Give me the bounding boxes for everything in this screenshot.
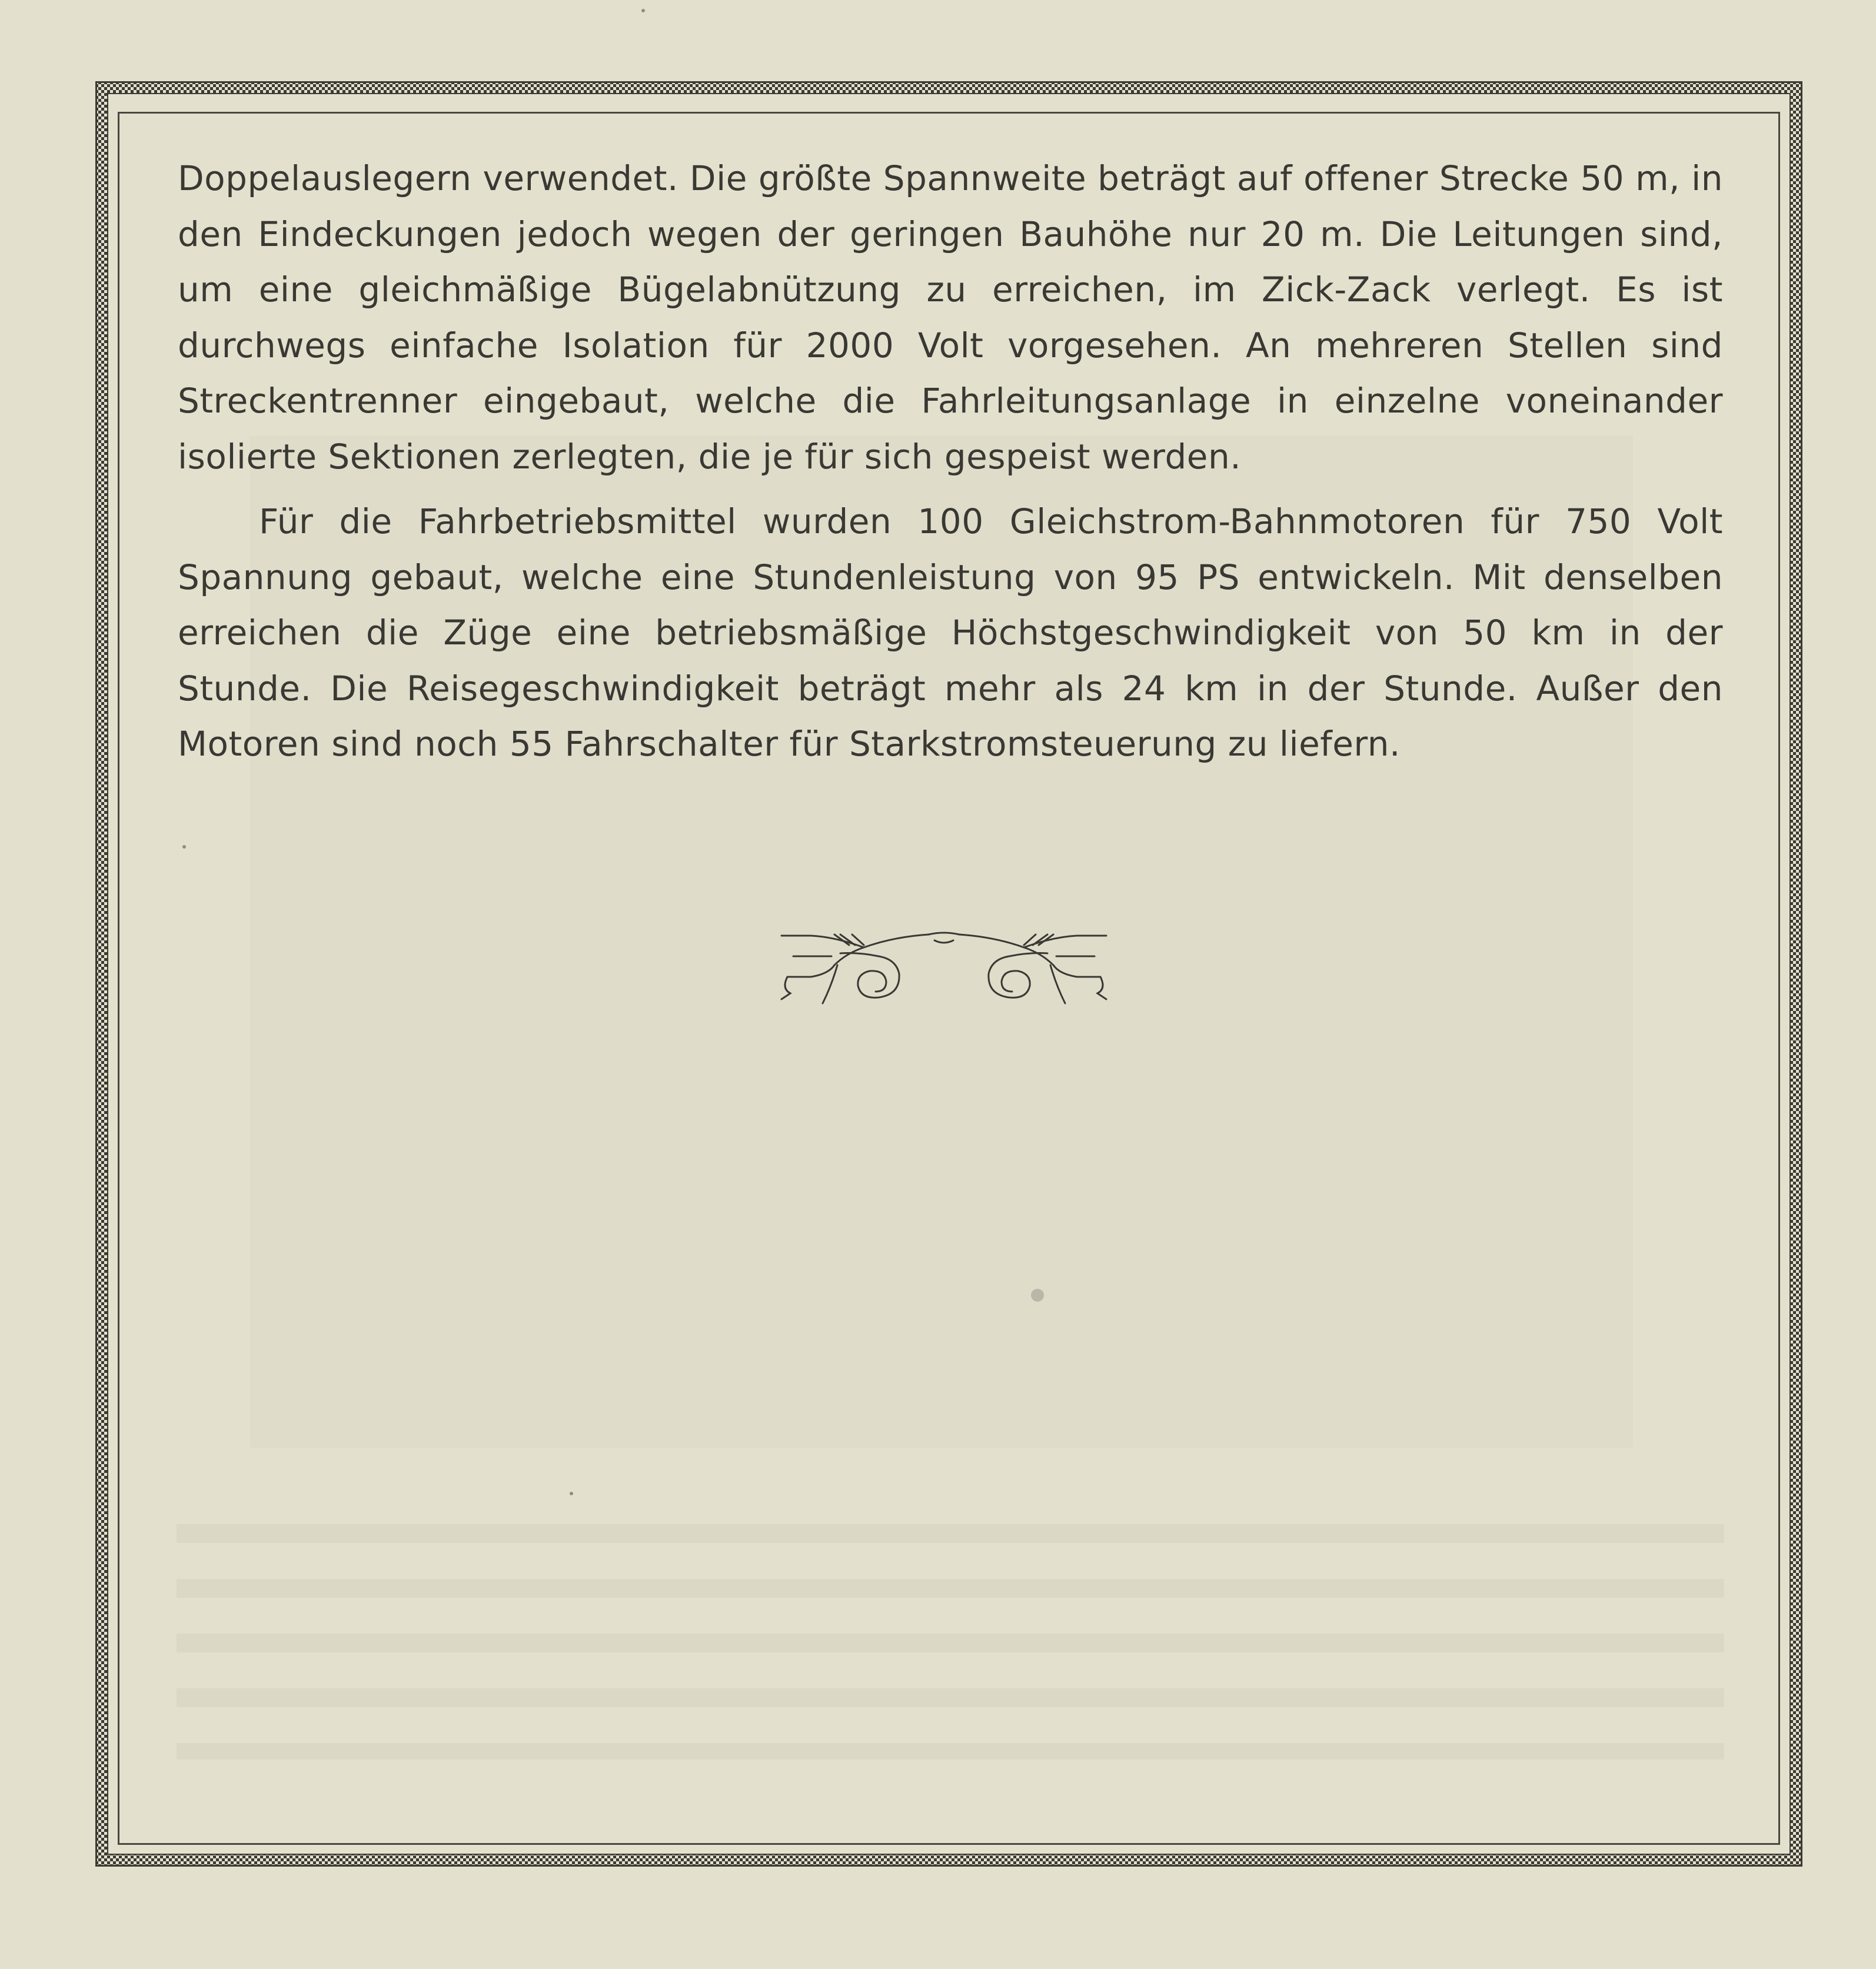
paper-speck [182,845,186,849]
paper-speck [570,1492,573,1495]
body-text [178,151,1723,772]
paragraph-1: Doppelauslegern verwendet. Die größte Spannweite beträgt auf offener Strecke 50 m, in den Eindeckungen jedoch wegen der geringen Bauhöhe nur 20 m. Die Leitungen sind, um eine gleichmäßige Bügelabnützung zu erreichen, im Zick-Zack verlegt. Es ist durchwegs einfache Isolation für 2000 Volt vorgesehen. An mehreren Stellen sind Streckentrenner eingebaut, welche die Fahrleitungsanlage in einzelne voneinander isolierte Sektionen zerlegten, die je für sich gespeist werden. [178,158,1723,477]
paper-speck [641,9,645,12]
paragraph-2: Für die Fahrbetriebsmittel wurden 100 Gleichstrom-Bahnmotoren für 750 Volt Spannung gebaut, welche eine Stundenleistung von 95 PS entwickeln. Mit denselben erreichen die Züge eine betriebsmäßige Höchstgeschwindigkeit von 50 km in der Stunde. Die Reisegeschwindigkeit beträgt mehr als 24 km in der Stunde. Außer den Motoren sind noch 55 Fahrschalter für Starkstromsteuerung zu liefern. [178,501,1723,764]
paper-speck [1031,1289,1044,1302]
scroll-ornament-icon [776,930,1112,1018]
